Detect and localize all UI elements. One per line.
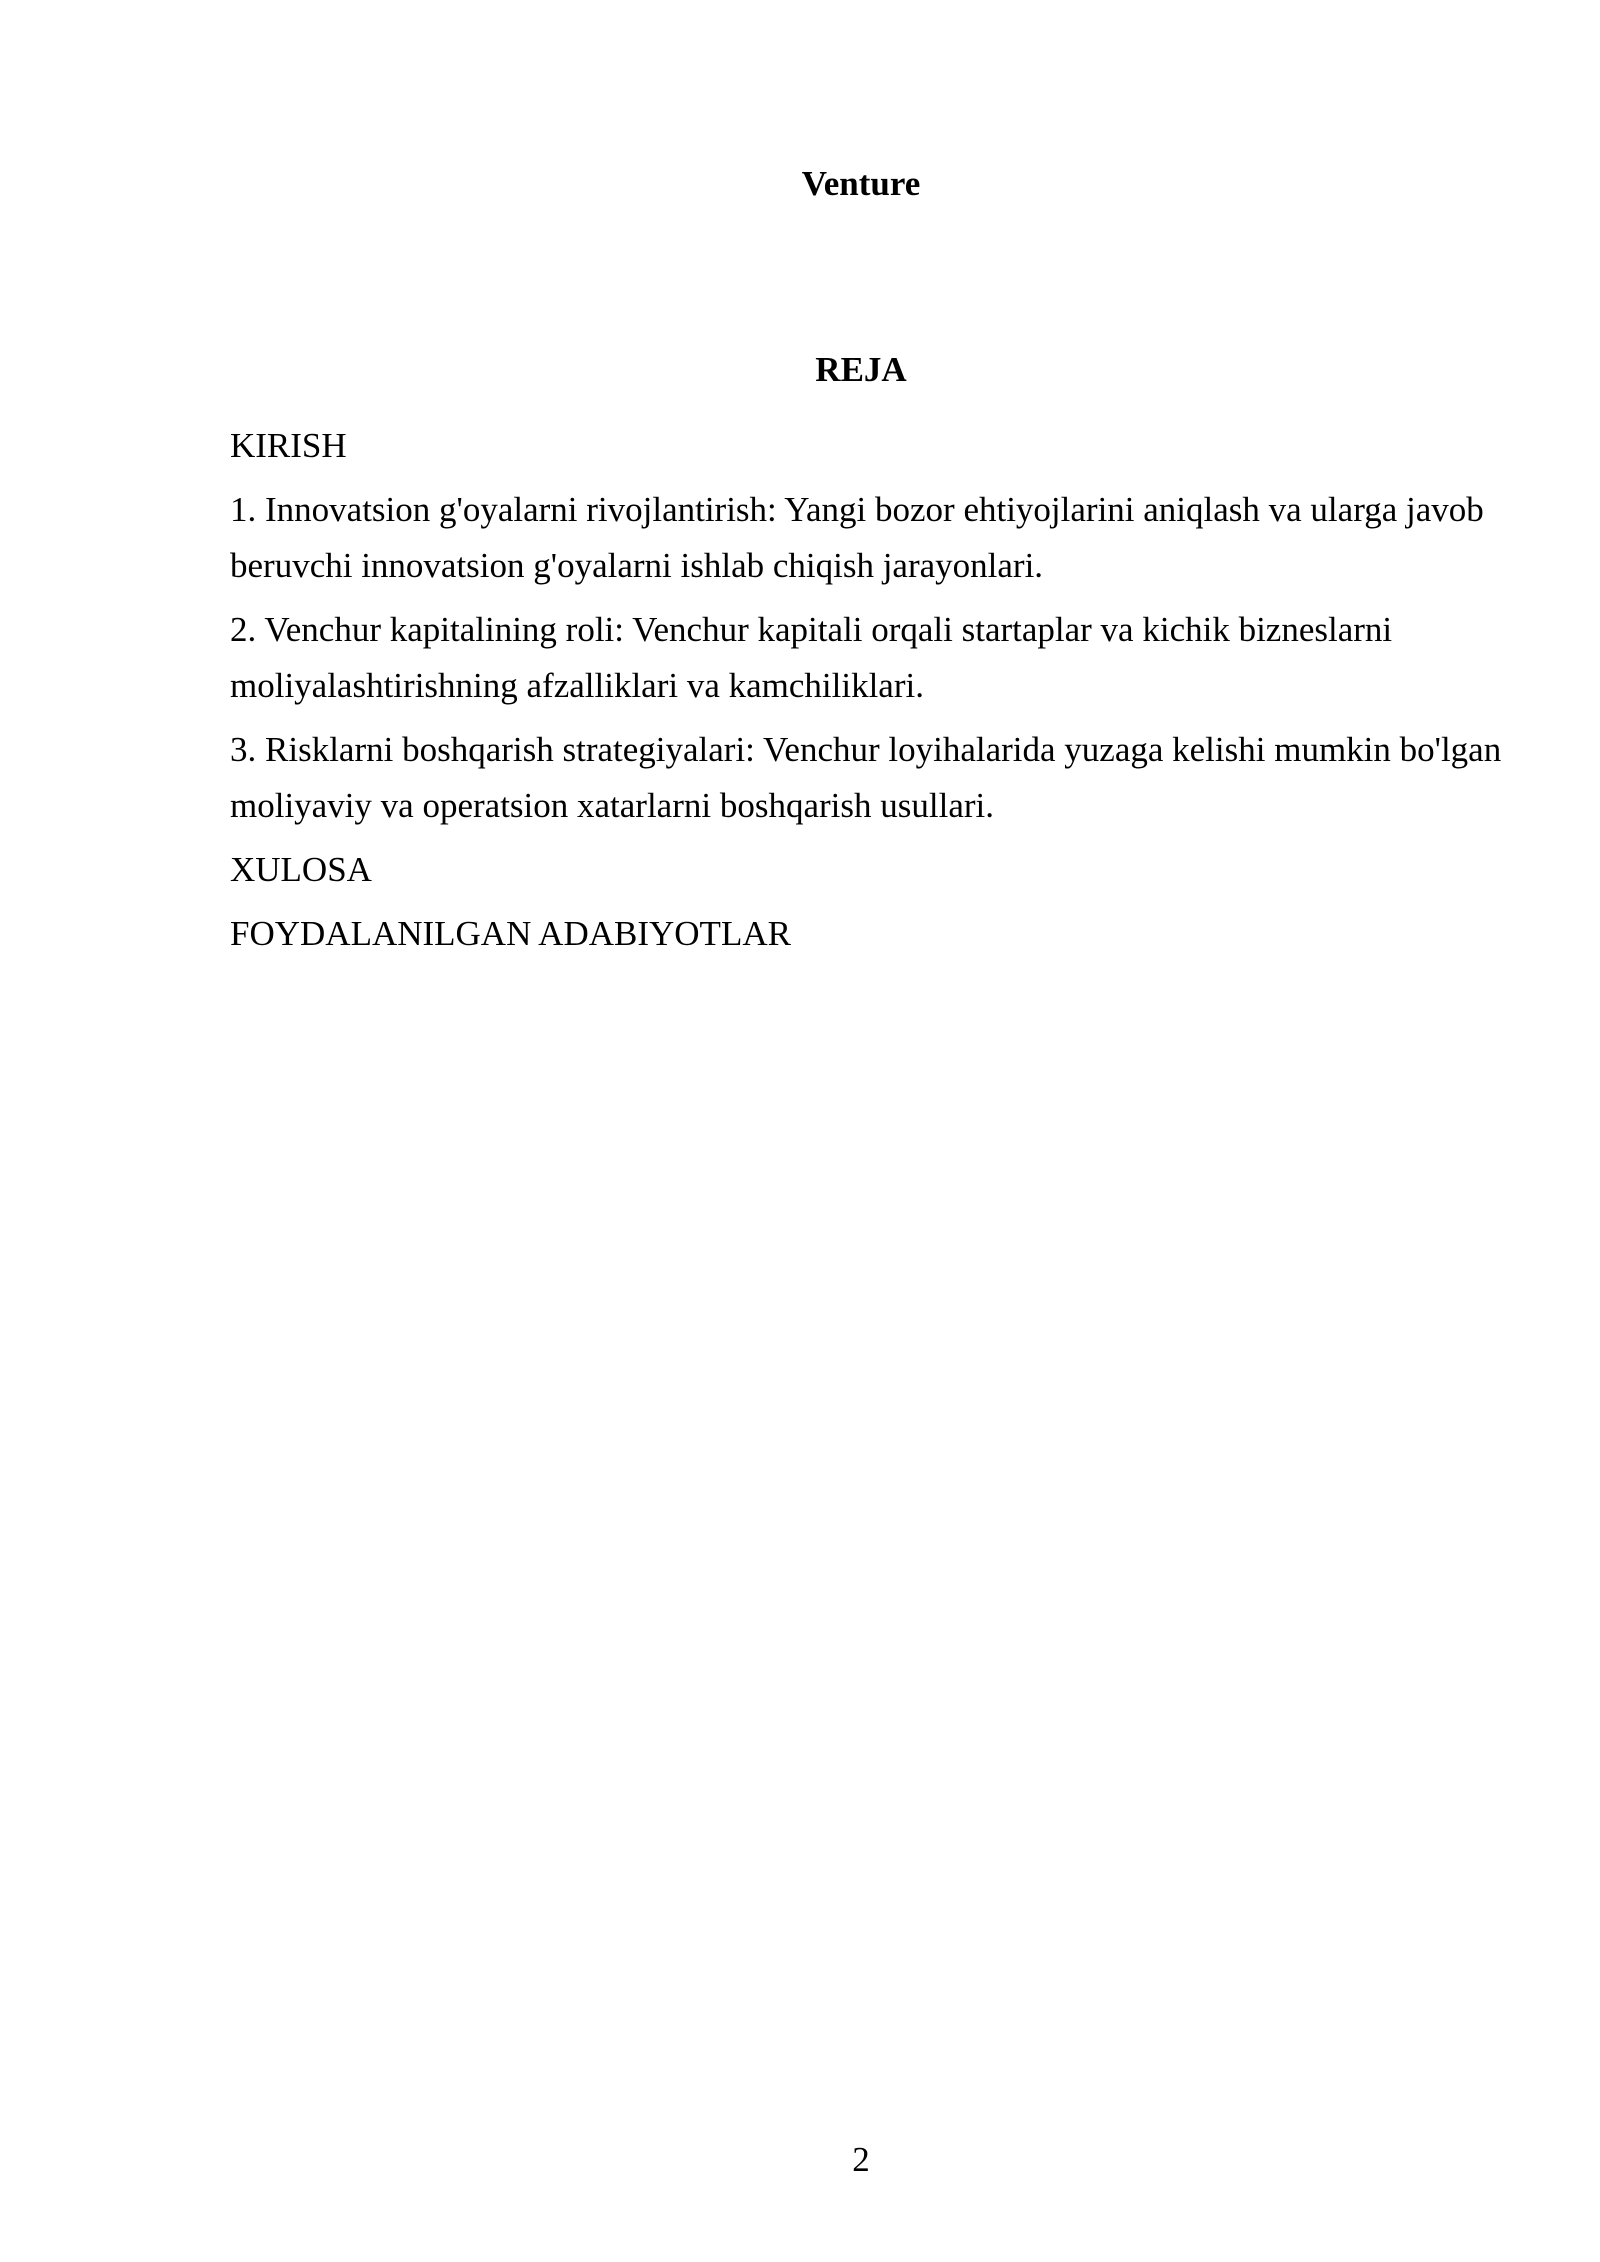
plan-heading: REJA bbox=[815, 350, 907, 389]
plan-entry-3: 3. Risklarni boshqarish strategiyalari: Venchur loyihalarida yuzaga kelishi mumkin bo'lgan moliyaviy va operatsion xatarlarni boshqarish usullari. bbox=[230, 730, 1502, 825]
plan-entry-conclusion: XULOSA bbox=[230, 850, 372, 889]
plan-entry-introduction: KIRISH bbox=[230, 426, 347, 465]
plan-entry-1: 1. Innovatsion g'oyalarni rivojlantirish: Yangi bozor ehtiyojlarini aniqlash va ularga javob beruvchi innovatsion g'oyalarni ishlab chiqish jarayonlari. bbox=[230, 490, 1484, 585]
page-number: 2 bbox=[852, 2140, 870, 2179]
document-title: Venture bbox=[801, 164, 921, 203]
plan-entry-2: 2. Venchur kapitalining roli: Venchur kapitali orqali startaplar va kichik bizneslarni moliyalashtirishning afzalliklari va kamchiliklari. bbox=[230, 610, 1393, 705]
plan-entry-references: FOYDALANILGAN ADABIYOTLAR bbox=[230, 914, 791, 953]
plan-list bbox=[230, 418, 1510, 970]
